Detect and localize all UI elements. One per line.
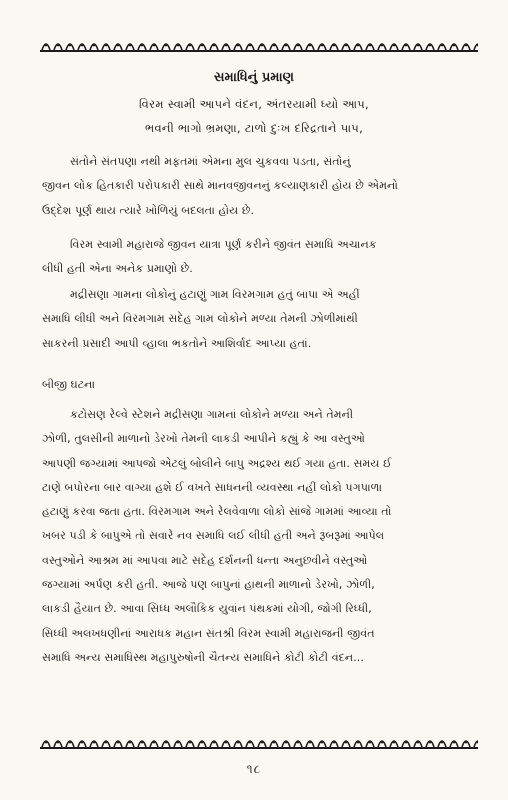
paragraph-line: સિધ્ધી અલખધણીનાં આરાધક મહાન સંતશ્રી વિરમ સ્વામી મહારાજની જીવંત <box>42 626 375 640</box>
paragraph-line: સંતોને સંતપણા નથી મફતમાં એમના મુલ ચુકવવા પડતા, સંતોનું <box>70 155 351 168</box>
paragraph-line: સમાધિ લીધી અને વિરમગામ સદેહ ગામ લોકોને મળ્યા તેમની ઝોળીમાંથી <box>42 312 358 326</box>
top-ornamental-border <box>40 38 478 52</box>
paragraph-2 <box>42 233 480 282</box>
paragraph-line: સમાધિ અન્ય સમાધિસ્થ મહાપુરુષોની ચૈતન્ય સમાધિને કોટી કોટી વંદન... <box>42 650 364 664</box>
paragraph-3 <box>42 283 480 356</box>
top-border-ornament <box>40 38 478 52</box>
verse-line-1: વિરમ સ્વામી આપને વંદન, અંતરયામી ધ્યો આપ, <box>139 97 369 111</box>
paragraph-line: લીધી હતી એના અનેક પ્રમાણો છે. <box>42 262 193 276</box>
paragraph-line: ઝોળી, તુલસીની માળાનો ડેરખો તેમની લાકડી આપીને કહ્યું કે આ વસ્તુઓ <box>42 432 365 446</box>
paragraph-line: ખબર પડી કે બાપુએ તો સવારે નવ સમાધિ લઈ લીધી હતી અને રૂબરૂમાં આપેલ <box>42 529 385 543</box>
paragraph-line: સાકરની પ્રસાદી આપી વ્હાલા ભકતોને આશિર્વાદ આપ્યા હતાં. <box>42 336 312 350</box>
paragraph-4 <box>42 403 480 670</box>
paragraph-line: લાકડી હૈયાત છે. આવા સિધ્ધ અલૌકિક યુવાંન પંથકમાં યોગી, જોગી રિધ્ધી, <box>42 602 372 616</box>
bottom-ornamental-border <box>40 735 478 749</box>
verse-line-2: ભવની ભાગો ભ્રમણા, ટાળો દુઃખ દરિદ્રતાને પાપ, <box>144 121 364 135</box>
section-heading: બીજી ઘટના <box>42 378 95 391</box>
page-number: ૧૮ <box>246 762 262 776</box>
paragraph-line: ઉદ્દેશ પૂર્ણ થાય ત્યારે ખોળિયું બદલતા હોય છે. <box>42 203 255 217</box>
paragraph-line: વસ્તુઓને આશ્રમ માં આપવા માટે સદેહ દર્શનની ધન્તા અનુછવીને વસ્તુઓ <box>42 553 368 567</box>
paragraph-line: જીવન લોક હિતકારી પરોપકારી સાથે માનવજીવનનું કલ્યાણકારી હોય છે એમનો <box>42 179 399 193</box>
paragraph-line: મદ્રીસણા ગામના લોકોનું હટાણું ગામ વિરમગામ હતું બાપા એ અહીં <box>70 288 360 301</box>
paragraph-line: આપણી જગ્યામાં આપજો એટલું બોલીને બાપુ અદ્રશ્ય થઈ ગયા હતા. સમય ઈ <box>42 456 392 470</box>
paragraph-1 <box>42 150 480 223</box>
paragraph-line: કટોસણ રેલ્વે સ્ટેશને મદ્રીસણા ગામનાં લોકોને મળ્યા અને તેમની <box>70 408 354 421</box>
paragraph-line: ટાણે બપોરના બાર વાગ્યા હશે ઈ વખતે સાધનની વ્યવસ્થા નહીં લોકો પગપાળા <box>42 480 383 494</box>
paragraph-line: જગ્યામાં અર્પણ કરી હતી. આજે પણ બાપુનાં હાથની માળાનો ડેરખો, ઝોળી, <box>42 578 375 592</box>
paragraph-line: વિરમ સ્વામી મહારાજે જીવન યાત્રા પૂર્ણ કરીને જીવંત સમાધિ અચાનક <box>70 238 377 251</box>
page-title: સમાધિનું પ્રમાણ <box>214 70 294 85</box>
bottom-border-ornament <box>40 735 478 749</box>
paragraph-line: હટાણું કરવા જતા હતા. વિરમગામ અને રેલવેવાળા લોકો સાંજે ગામમાં આવ્યા તો <box>42 505 392 519</box>
